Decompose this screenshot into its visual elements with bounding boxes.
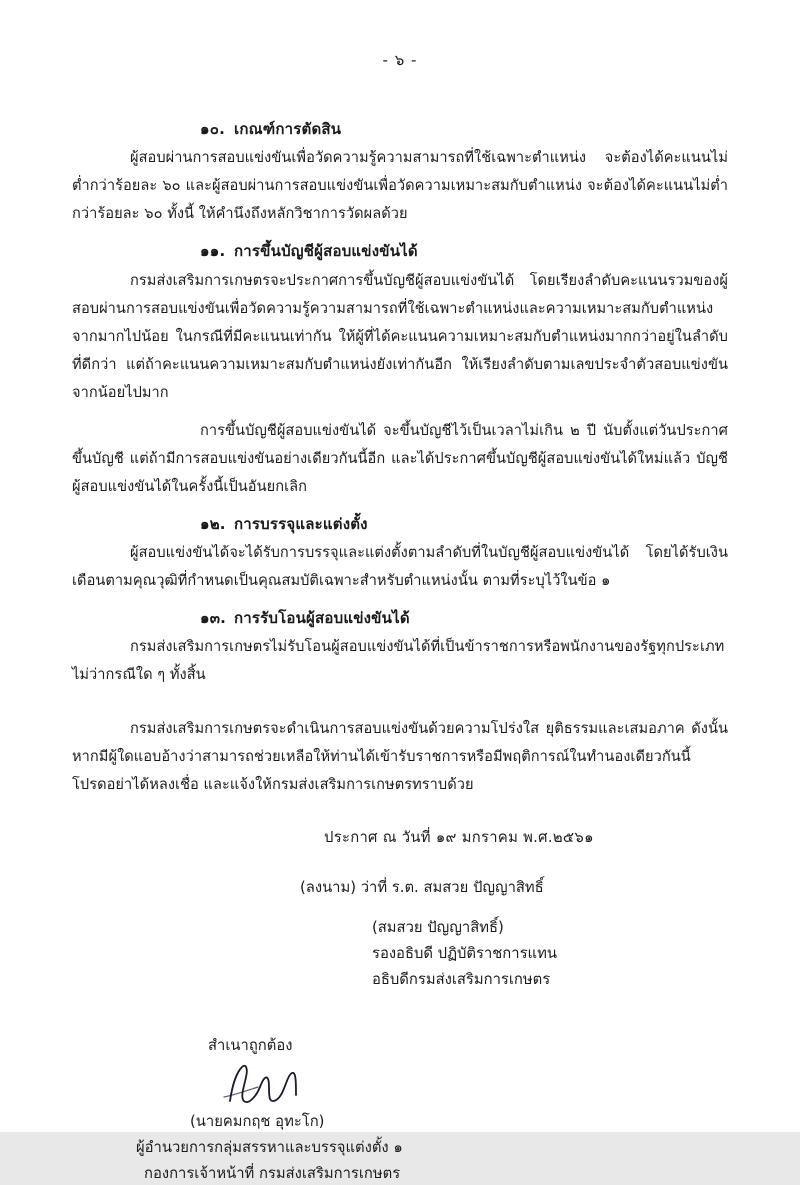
section-11-paragraph-2: การขึ้นบัญชีผู้สอบแข่งขันได้ จะขึ้นบัญชีไว้เป็นเวลาไม่เกิน ๒ ปี นับตั้งแต่วันประกาศขึ้นบัญชี แต่ถ้ามีการสอบแข่งขันอย่างเดียวกันนี้อีก และได้ประกาศขึ้นบัญชีผู้สอบแข่งขันได้ใหม่แล้ว บัญชีผู้สอบแข่งขันได้ในครั้งนี้เป็นอันยกเลิก	[72, 421, 728, 495]
section-10-title: เกณฑ์การตัดสิน	[234, 120, 342, 138]
section-11-paragraph-1: กรมส่งเสริมการเกษตรจะประกาศการขึ้นบัญชีผู้สอบแข่งขันได้ โดยเรียงลำดับคะแนนรวมของผู้สอบผ่านการสอบแข่งขันเพื่อวัดความรู้ความสามารถที่ใช้เฉพาะตำแหน่งและความเหมาะสมกับตำแหน่งจากมากไปน้อย ในกรณีที่มีคะแนนเท่ากัน ให้ผู้ที่ได้คะแนนความเหมาะสมกับตำแหน่งมากกว่าอยู่ในลำดับที่ดีกว่า แต่ถ้าคะแนนความเหมาะสมกับตำแหน่งยังเท่ากันอีก ให้เรียงลำดับตามเลขประจำตัวสอบแข่งขันจากน้อยไปมาก	[72, 271, 728, 401]
section-12	[72, 511, 728, 595]
certified-copy-label: สำเนาถูกต้อง	[208, 1037, 293, 1055]
section-12-number: ๑๒.	[200, 514, 226, 533]
certified-copy-name: (นายคมกฤช อุทะโก)	[190, 1113, 325, 1131]
section-11-title: การขึ้นบัญชีผู้สอบแข่งขันได้	[234, 242, 418, 261]
section-13	[72, 605, 728, 689]
section-11-number: ๑๑.	[200, 242, 226, 261]
section-10	[72, 116, 728, 228]
section-13-title: การรับโอนผู้สอบแข่งขันได้	[234, 608, 410, 627]
section-13-paragraph-1: กรมส่งเสริมการเกษตรไม่รับโอนผู้สอบแข่งขันได้ที่เป็นข้าราชการหรือพนักงานของรัฐทุกประเภทไม่ว่ากรณีใด ๆ ทั้งสิ้น	[72, 638, 725, 684]
announcement-date: ประกาศ ณ วันที่ ๑๙ มกราคม พ.ศ.๒๕๖๑	[324, 829, 594, 847]
section-12-paragraph-1: ผู้สอบแข่งขันได้จะได้รับการบรรจุและแต่งตั้งตามลำดับที่ในบัญชีผู้สอบแข่งขันได้ โดยได้รับเงินเดือนตามคุณวุฒิที่กำหนดเป็นคุณสมบัติเฉพาะสำหรับตำแหน่งนั้น ตามที่ระบุไว้ในข้อ ๑	[72, 543, 728, 589]
signer-name: (สมสวย ปัญญาสิทธิ์)	[372, 919, 504, 937]
section-10-heading	[72, 116, 728, 142]
signer-role-line-2: อธิบดีกรมส่งเสริมการเกษตร	[372, 971, 551, 989]
section-11-heading	[72, 238, 728, 264]
section-12-title: การบรรจุและแต่งตั้ง	[234, 514, 368, 533]
certified-copy-role-line-2: กองการเจ้าหน้าที่ กรมส่งเสริมการเกษตร	[144, 1165, 401, 1183]
signed-line: (ลงนาม) ว่าที่ ร.ต. สมสวย ปัญญาสิทธิ์	[300, 879, 544, 897]
page-number: - ๖ -	[382, 51, 418, 69]
section-10-number: ๑๐.	[200, 120, 225, 138]
handwritten-signature-icon	[212, 1057, 352, 1109]
section-12-heading	[72, 511, 728, 537]
closing-paragraph: กรมส่งเสริมการเกษตรจะดำเนินการสอบแข่งขันด้วยความโปร่งใส ยุติธรรมและเสมอภาค ดังนั้น หากมีผู้ใดแอบอ้างว่าสามารถช่วยเหลือให้ท่านได้เข้ารับราชการหรือมีพฤติการณ์ในทำนองเดียวกันนี้ โปรดอย่าได้หลงเชื่อ และแจ้งให้กรมส่งเสริมการเกษตรทราบด้วย	[72, 720, 728, 794]
section-11	[72, 238, 728, 500]
section-10-paragraph-1: ผู้สอบผ่านการสอบแข่งขันเพื่อวัดความรู้ความสามารถที่ใช้เฉพาะตำแหน่ง จะต้องได้คะแนนไม่ต่ำกว่าร้อยละ ๖๐ และผู้สอบผ่านการสอบแข่งขันเพื่อวัดความเหมาะสมกับตำแหน่ง จะต้องได้คะแนนไม่ต่ำกว่าร้อยละ ๖๐ ทั้งนี้ ให้คำนึงถึงหลักวิชาการวัดผลด้วย	[72, 149, 728, 223]
section-13-number: ๑๓.	[200, 608, 227, 627]
section-13-heading	[72, 605, 728, 631]
signer-role-line-1: รองอธิบดี ปฏิบัติราชการแทน	[372, 945, 557, 963]
certified-copy-role-line-1: ผู้อำนวยการกลุ่มสรรหาและบรรจุแต่งตั้ง ๑	[136, 1139, 403, 1157]
